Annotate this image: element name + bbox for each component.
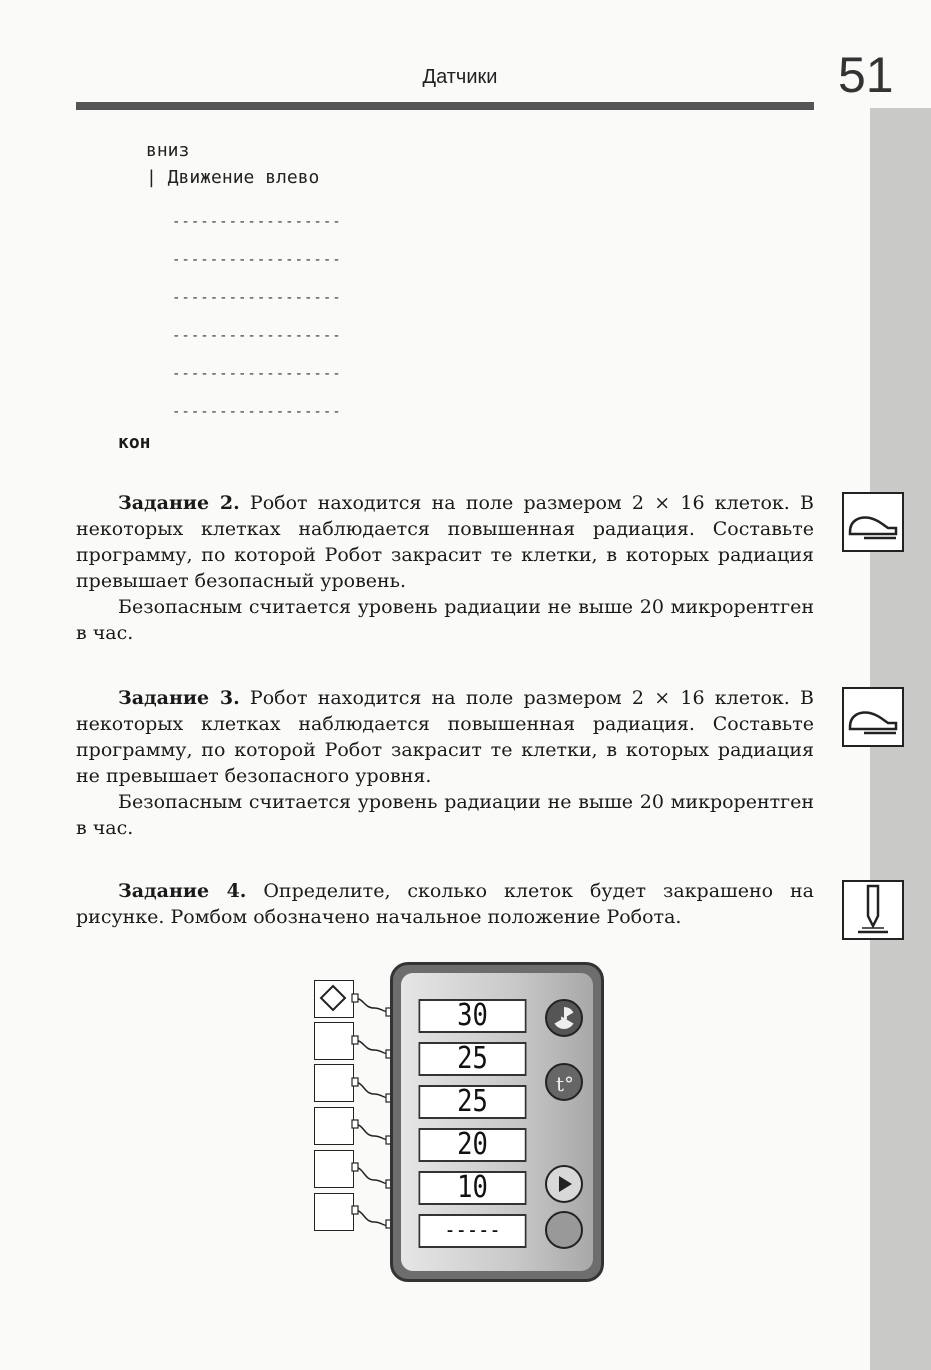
- svg-text:t°: t°: [556, 1072, 575, 1096]
- header-rule: [76, 102, 814, 110]
- task-2-text: Робот находится на поле размером 2 × 16 клеток. В некоторых клетках наблюдается повышенная радиация. Составьте программу, по которой Робот закрасит те клетки, в которых радиация превышает безопасный уровень.: [76, 492, 814, 592]
- page-number: 51: [838, 47, 894, 103]
- grid-cell-5: [314, 1150, 354, 1188]
- pen-pencil-icon: [842, 880, 904, 940]
- blank-line-2: ------------------: [172, 252, 342, 268]
- task-4-text: Определите, сколько клеток будет закрашено на рисунке. Ромбом обозначено начальное положение Робота.: [76, 880, 814, 928]
- running-header: Датчики: [422, 66, 498, 88]
- grid-cell-4: [314, 1107, 354, 1145]
- task-3-label: Задание 3.: [118, 687, 240, 709]
- computer-mouse-icon: [842, 687, 904, 747]
- task-3-text: Робот находится на поле размером 2 × 16 клеток. В некоторых клетках наблюдается повышенная радиация. Составьте программу, по которой Робот закрасит те клетки, в которых радиация не превышает безопасного уровня.: [76, 687, 814, 787]
- blank-line-5: ------------------: [172, 366, 342, 382]
- sensor-display-3: 25: [419, 1085, 527, 1119]
- sensor-display-5: 10: [419, 1171, 527, 1205]
- thermometer-icon[interactable]: [545, 1063, 583, 1101]
- sensor-display-4: 20: [419, 1128, 527, 1162]
- grid-cell-3: [314, 1064, 354, 1102]
- code-line-move-left: | Движение влево: [146, 167, 320, 188]
- task-2-label: Задание 2.: [118, 492, 240, 514]
- task-4: [76, 878, 814, 930]
- computer-mouse-icon: [842, 492, 904, 552]
- grid-cell-6: [314, 1193, 354, 1231]
- task-4-label: Задание 4.: [118, 880, 247, 902]
- sensor-device: [390, 962, 604, 1282]
- code-end-keyword: кон: [118, 432, 151, 453]
- code-line-down: вниз: [146, 140, 190, 161]
- task-3: [76, 685, 814, 841]
- blank-line-4: ------------------: [172, 328, 342, 344]
- play-icon[interactable]: [545, 1165, 583, 1203]
- radiation-icon[interactable]: [545, 999, 583, 1037]
- sensor-display-6: -----: [419, 1214, 527, 1248]
- task-2: [76, 490, 814, 646]
- blank-line-6: ------------------: [172, 404, 342, 420]
- sensor-display-1: 30: [419, 999, 527, 1033]
- diamond-icon: [315, 981, 352, 1016]
- blank-line-1: ------------------: [172, 214, 342, 230]
- grid-cell-2: [314, 1022, 354, 1060]
- blank-button[interactable]: [545, 1211, 583, 1249]
- sensor-display-2: 25: [419, 1042, 527, 1076]
- grid-cell-1: [314, 980, 354, 1018]
- blank-line-3: ------------------: [172, 290, 342, 306]
- task-2-note: Безопасным считается уровень радиации не выше 20 микрорентген в час.: [76, 596, 814, 644]
- task-3-note: Безопасным считается уровень радиации не выше 20 микрорентген в час.: [76, 791, 814, 839]
